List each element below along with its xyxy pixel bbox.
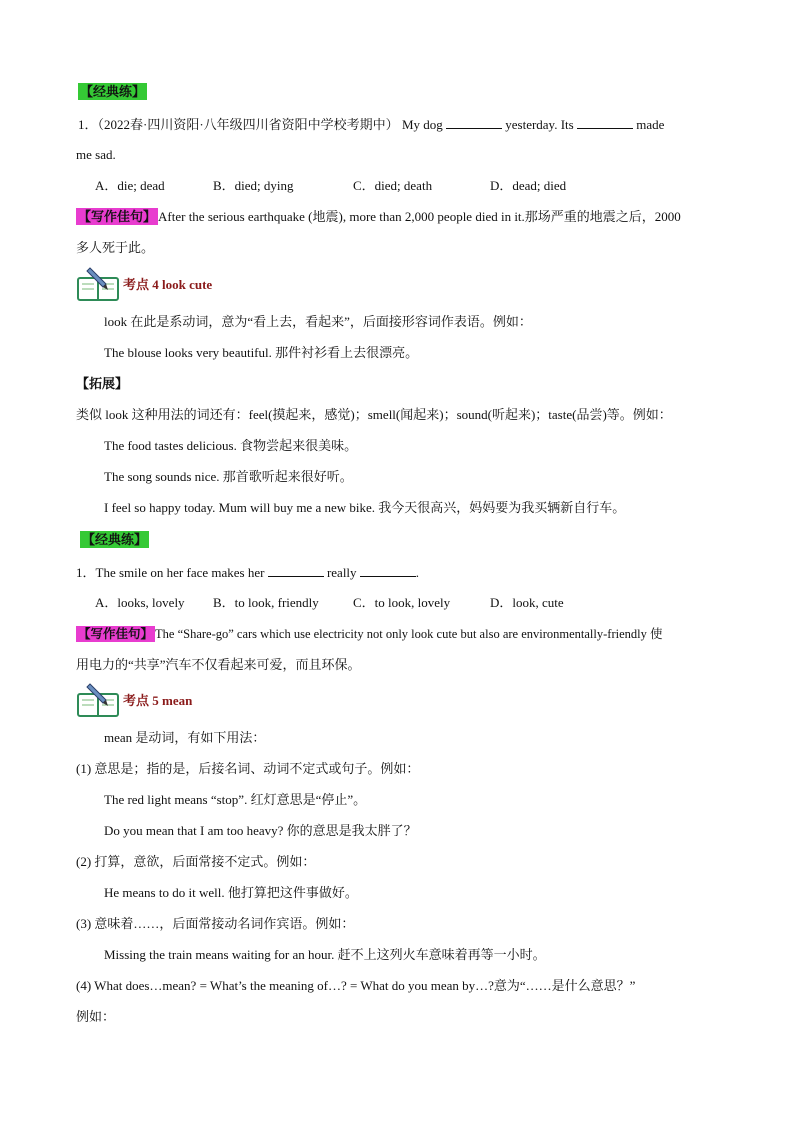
usage-4-example-label: 例如：	[76, 1009, 116, 1024]
option-b: B．died; dying	[213, 178, 294, 193]
option-c: C．died; death	[353, 178, 433, 193]
expand-text: 类似 look 这种用法的词还有：feel(摸起来，感觉)；smell(闻起来)；sound(听起来)；taste(品尝)等。例如：	[76, 407, 672, 422]
usage-1: (1) 意思是；指的是，后接名词、动词不定式或句子。例如：	[76, 761, 420, 776]
book-pencil-icon	[76, 682, 120, 718]
options-row	[95, 178, 566, 194]
kd5-intro: mean 是动词，有如下用法：	[104, 730, 266, 745]
question-1: 1．（2022春·四川资阳·八年级四川省资阳中学校考期中） My dog yesterday. Its made	[78, 117, 665, 132]
writing-sentence: 【写作佳句】 The “Share-go” cars which use electricity not only look cute but also are environmentally-friendly 使	[78, 627, 663, 641]
answer-blank	[577, 116, 633, 129]
usage-2: (2) 打算，意欲，后面常接不定式。例如：	[76, 854, 316, 869]
options-row	[95, 595, 564, 611]
usage-3: (3) 意味着……，后面常接动名词作宾语。例如：	[76, 916, 355, 931]
question-1-cont: me sad.	[76, 147, 116, 162]
writing-tag: 【写作佳句】	[78, 627, 154, 641]
section-tag-classic-practice: 【经典练】	[80, 84, 146, 99]
example-sentence: The blouse looks very beautiful. 那件衬衫看上去很漂亮。	[104, 345, 419, 360]
example-sentence: He means to do it well. 他打算把这件事做好。	[104, 885, 358, 900]
writing-sentence-cont: 多人死于此。	[76, 240, 155, 255]
example-sentence: The song sounds nice. 那首歌听起来很好听。	[104, 469, 353, 484]
option-d: D．look, cute	[490, 595, 564, 610]
option-d: D．dead; died	[490, 178, 567, 193]
usage-4: (4) What does…mean? = What’s the meaning of…? = What do you mean by…?意为“……是什么意思？”	[76, 978, 636, 993]
example-sentence: Missing the train means waiting for an hour. 赶不上这列火车意味着再等一小时。	[104, 947, 546, 962]
option-a: A．die; dead	[95, 178, 165, 193]
answer-blank	[446, 116, 502, 129]
expand-heading: 【拓展】	[76, 376, 129, 391]
example-sentence: The red light means “stop”. 红灯意思是“停止”。	[104, 792, 367, 807]
section-tag-classic-practice: 【经典练】	[82, 532, 148, 547]
question-1: 1．The smile on her face makes her really .	[76, 565, 420, 580]
book-pencil-icon	[76, 266, 120, 302]
example-sentence: I feel so happy today. Mum will buy me a new bike. 我今天很高兴，妈妈要为我买辆新自行车。	[104, 500, 626, 515]
kd5-title: 考点 5 mean	[123, 693, 193, 708]
kd4-title: 考点 4 look cute	[123, 277, 213, 292]
option-b: B．to look, friendly	[213, 595, 319, 610]
writing-sentence-cont: 用电力的“共享”汽车不仅看起来可爱，而且环保。	[76, 657, 361, 672]
answer-blank	[268, 564, 324, 577]
answer-blank	[360, 564, 416, 577]
option-a: A．looks, lovely	[95, 595, 185, 610]
writing-tag: 【写作佳句】	[78, 209, 157, 224]
example-sentence: The food tastes delicious. 食物尝起来很美味。	[104, 438, 358, 453]
example-sentence: Do you mean that I am too heavy? 你的意思是我太胖了？	[104, 823, 417, 838]
kd4-intro: look 在此是系动词，意为“看上去，看起来”，后面接形容词作表语。例如：	[104, 314, 532, 329]
writing-sentence: 【写作佳句】 After the serious earthquake (地震), more than 2,000 people died in it.那场严重的地震之后，2000	[78, 209, 681, 224]
option-c: C．to look, lovely	[353, 595, 451, 610]
